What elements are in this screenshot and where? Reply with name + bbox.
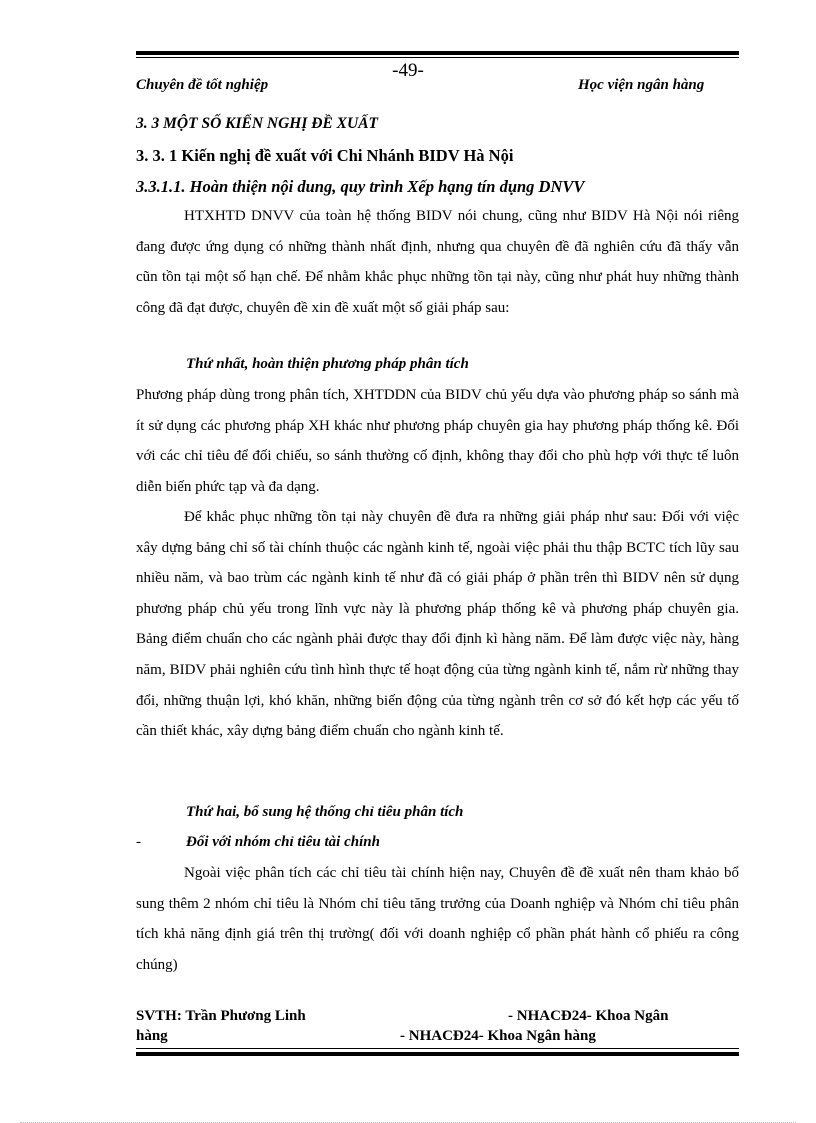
paragraph-1: HTXHTD DNVV của toàn hệ thống BIDV nói chung, cũng như BIDV Hà Nội nói riêng đang được ứng dụng có những thành nhất định, nhưng qua chuyên đề đã nghiên cứu đã thấy vẫn cũn tồn tại một số hạn chế. Để nhằm khắc phục những tồn tại này, cũng như phát huy những thành công đã đạt được, chuyên đề xin đề xuất một số giải pháp sau: (136, 208, 739, 316)
paragraph-2: Phương pháp dùng trong phân tích, XHTDDN của BIDV chủ yếu dựa vào phương pháp so sánh mà ít sử dụng các phương pháp XH khác như phương pháp chuyên gia hay phương pháp thống kê. Đối với các chỉ tiêu để đối chiếu, so sánh thường cố định, không thay đổi cho phù hợp với thực tế luôn diễn biến phức tạp và đa dạng. (136, 387, 739, 495)
subsubsection-title: 3.3.1.1. Hoàn thiện nội dung, quy trình Xếp hạng tín dụng DNVV (136, 177, 585, 196)
page-number: -49- (392, 60, 424, 81)
paragraph-3: Để khắc phục những tồn tại này chuyên đề đưa ra những giải pháp như sau: Đối với việc xây dựng bảng chỉ số tài chính thuộc các ngành kinh tế, ngoài việc phải thu thập BCTC tích lũy sau nhiều năm, và bao trùm các ngành kinh tế như đã có giải pháp ở phần trên thì BIDV nên sử dụng phương pháp chủ yếu trong lĩnh vực này là phương pháp thống kê và phương pháp chuyên gia. Bảng điểm chuẩn cho các ngành phải được thay đổi định kì hàng năm. Để làm được việc này, hàng năm, BIDV phải nghiên cứu tình hình thực tế hoạt động của từng ngành kinh tế, nắm rừ những thay đổi, những thuận lợi, khó khăn, những biến động của từng ngành trên cơ sở đó kết hợp các yếu tố cần thiết khác, xây dựng bảng điểm chuẩn cho ngành kinh tế. (136, 509, 739, 740)
header-right: Học viện ngân hàng (578, 77, 705, 93)
header-rule-thick (136, 51, 739, 55)
subsection-title: 3. 3. 1 Kiến nghị đề xuất với Chi Nhánh BIDV Hà Nội (136, 146, 514, 165)
footer-class-repeat: - NHACĐ24- Khoa Ngân hàng (400, 1028, 596, 1044)
header-rule-thin (136, 57, 739, 58)
footer-rule-thin (136, 1048, 739, 1049)
bullet-heading: Đối với nhóm chỉ tiêu tài chính (186, 834, 380, 850)
subheading-second: Thứ hai, bổ sung hệ thống chỉ tiêu phân tích (186, 804, 464, 820)
subheading-first: Thứ nhất, hoàn thiện phương pháp phân tích (186, 356, 469, 372)
footer-class: - NHACĐ24- Khoa Ngân (508, 1008, 669, 1024)
section-title: 3. 3 MỘT SỐ KIẾN NGHỊ ĐỀ XUẤT (136, 115, 379, 132)
header-left: Chuyên đề tốt nghiệp (136, 77, 269, 93)
paragraph-4: Ngoài việc phân tích các chỉ tiêu tài chính hiện nay, Chuyên đề đề xuất nên tham khảo bổ sung thêm 2 nhóm chỉ tiêu là Nhóm chỉ tiêu tăng trưởng của Doanh nghiệp và Nhóm chỉ tiêu phân tích khả năng định giá trên thị trường( đối với doanh nghiệp cổ phần phát hành cổ phiếu ra công chúng) (136, 865, 739, 973)
bullet-dash: - (136, 834, 141, 850)
footer-rule-thick (136, 1052, 739, 1056)
footer-continuation: hàng (136, 1028, 168, 1044)
footer-author: SVTH: Trần Phương Linh (136, 1008, 306, 1024)
